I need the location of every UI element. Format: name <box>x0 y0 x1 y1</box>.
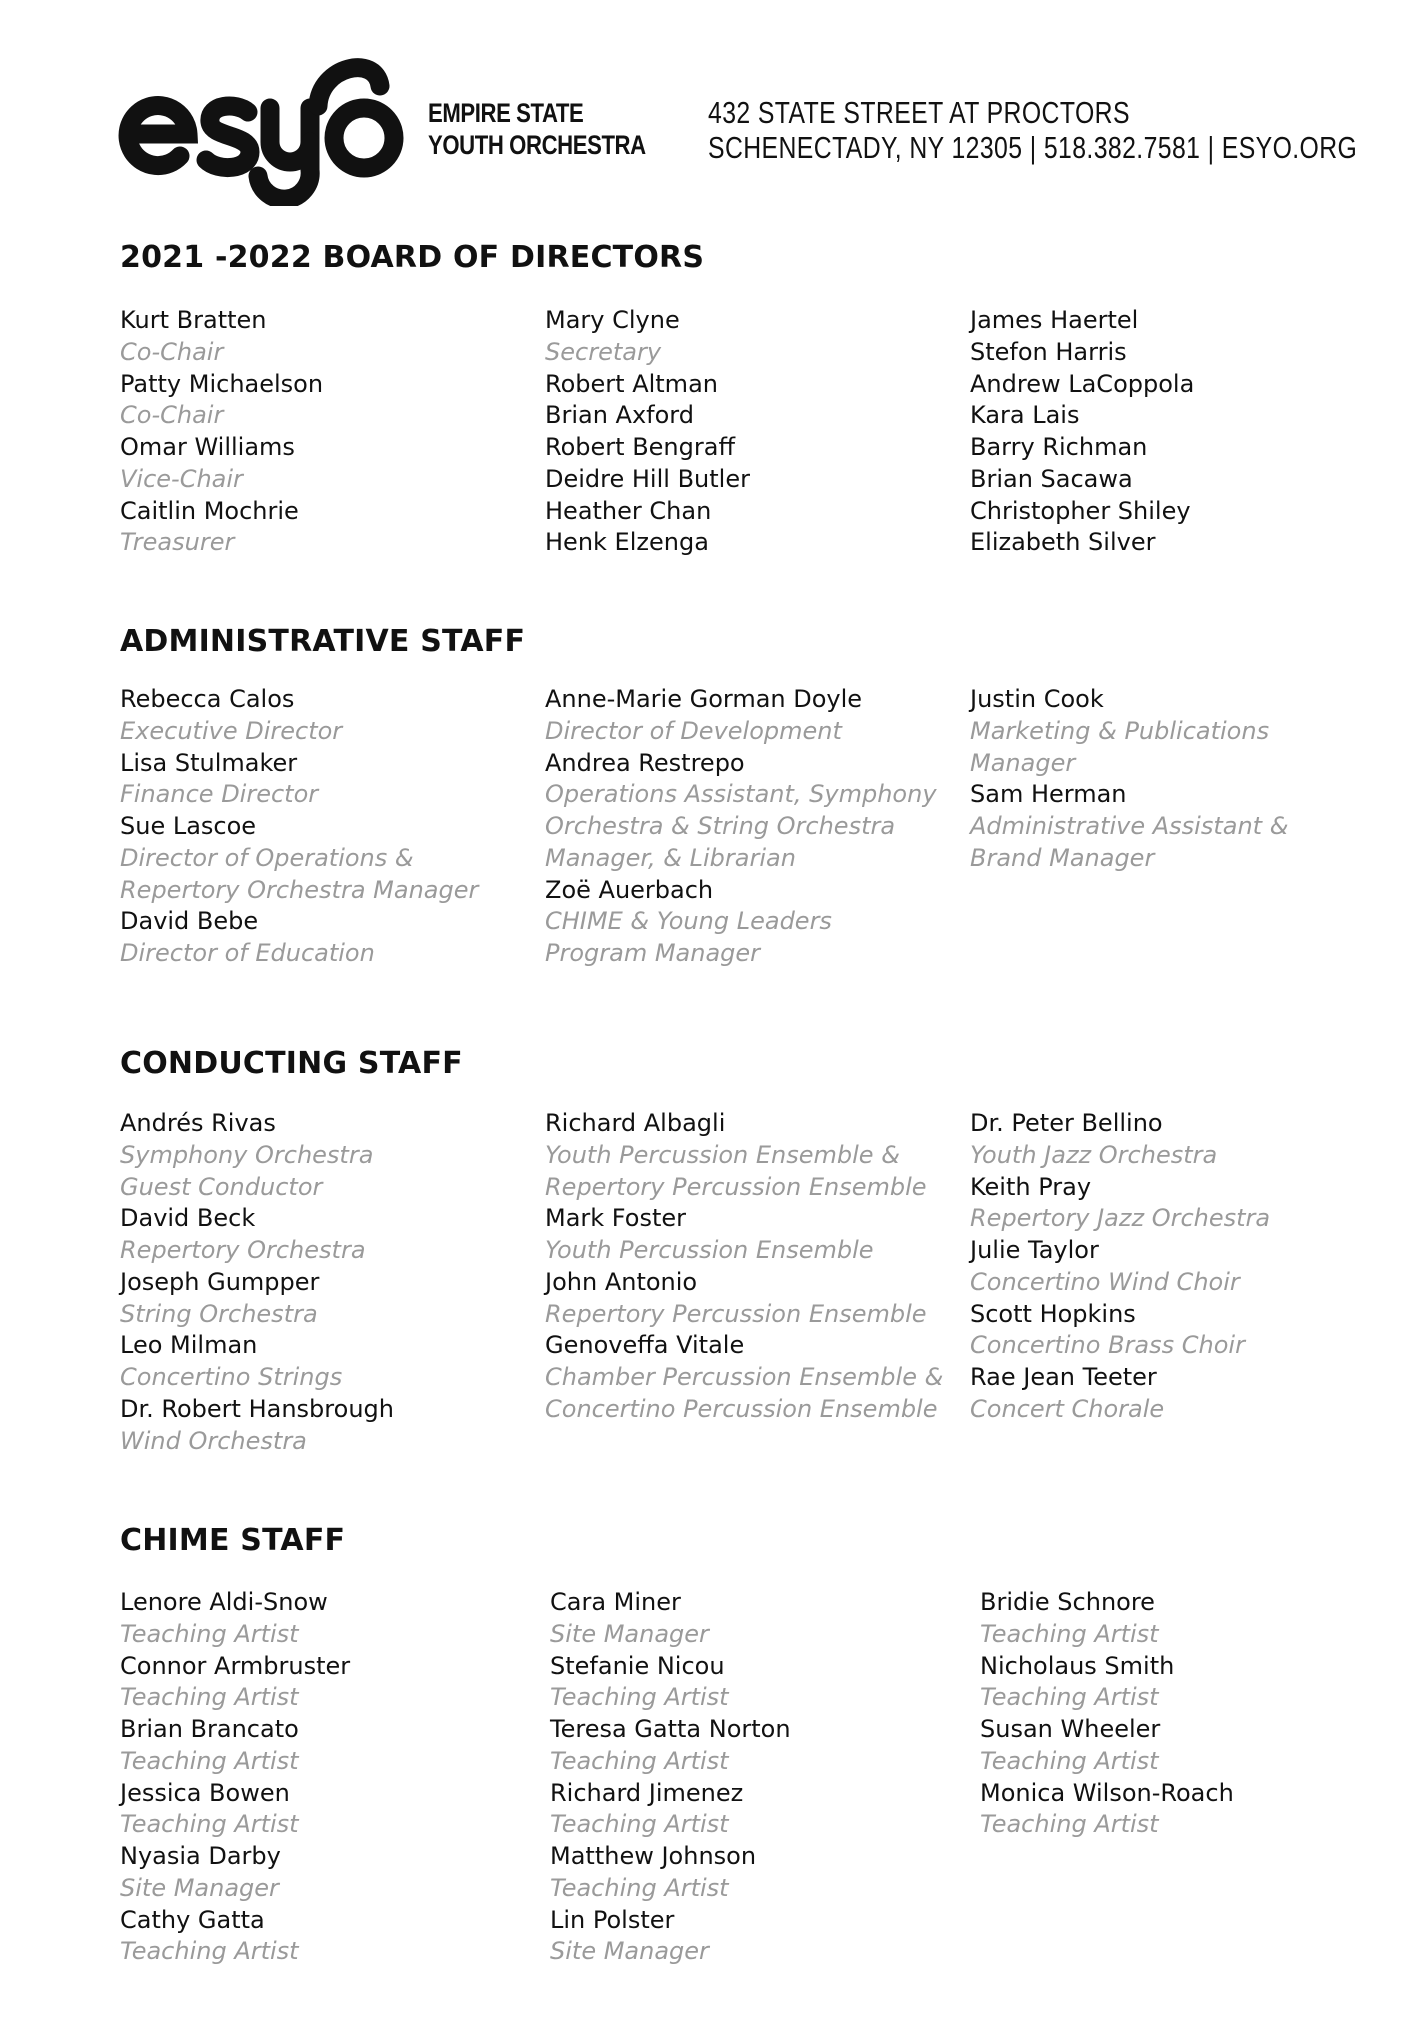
staff-name: Connor Armbruster <box>120 1651 351 1680</box>
staff-entry <box>120 1108 540 1203</box>
staff-entry <box>120 684 540 748</box>
staff-name: Cathy Gatta <box>120 1905 265 1934</box>
staff-name: Teresa Gatta Norton <box>550 1715 791 1743</box>
staff-role: Chamber Percussion Ensemble & <box>545 1363 944 1391</box>
chime-column-3 <box>980 1587 1400 1841</box>
staff-role: CHIME & Young Leaders <box>545 907 832 936</box>
staff-entry <box>120 1267 540 1331</box>
staff-entry <box>120 748 540 812</box>
staff-role: Finance Director <box>120 780 319 809</box>
esyo-logo <box>118 46 418 206</box>
staff-entry <box>545 748 965 875</box>
staff-name: Nicholaus Smith <box>980 1651 1175 1680</box>
staff-name: Mary Clyne <box>545 306 680 334</box>
staff-name: Jessica Bowen <box>120 1778 290 1807</box>
staff-name: John Antonio <box>545 1267 698 1296</box>
staff-role: Teaching Artist <box>980 1619 1159 1648</box>
staff-name: Dr. Peter Bellino <box>970 1109 1163 1137</box>
staff-name: Patty Michaelson <box>120 369 324 398</box>
staff-name: Stefanie Nicou <box>550 1651 725 1680</box>
staff-role: Site Manager <box>550 1937 709 1966</box>
staff-role: Repertory Orchestra <box>120 1236 366 1264</box>
staff-name: Richard Jimenez <box>550 1778 744 1807</box>
staff-name: Lisa Stulmaker <box>120 748 298 777</box>
staff-name: Cara Miner <box>550 1588 681 1616</box>
staff-entry <box>980 1587 1400 1651</box>
staff-name: Caitlin Mochrie <box>120 496 299 525</box>
staff-role: Teaching Artist <box>120 1619 299 1648</box>
staff-role: Repertory Percussion Ensemble <box>545 1172 927 1201</box>
staff-name: Bridie Schnore <box>980 1588 1155 1616</box>
staff-entry <box>120 1651 540 1715</box>
staff-role: Secretary <box>545 337 662 366</box>
staff-name: Scott Hopkins <box>970 1299 1136 1328</box>
staff-role: Teaching Artist <box>120 1746 299 1775</box>
admin-column-2 <box>545 684 965 970</box>
staff-name: Sam Herman <box>970 780 1127 809</box>
staff-entry <box>120 1394 540 1458</box>
staff-entry <box>970 432 1390 464</box>
staff-name: Brian Brancato <box>120 1715 299 1743</box>
staff-role: Orchestra & String Orchestra <box>545 812 896 840</box>
staff-entry <box>970 527 1390 559</box>
staff-role: Teaching Artist <box>550 1810 729 1839</box>
staff-entry <box>545 684 965 748</box>
staff-role: Vice-Chair <box>120 464 243 493</box>
staff-name: Sue Lascoe <box>120 812 257 840</box>
staff-entry <box>970 464 1390 496</box>
staff-entry <box>545 1108 965 1203</box>
staff-role: Teaching Artist <box>550 1873 729 1902</box>
admin-column-3 <box>970 684 1390 875</box>
section-title-administrative: ADMINISTRATIVE STAFF <box>120 624 526 659</box>
chime-column-1 <box>120 1587 540 1968</box>
board-column-3 <box>970 305 1390 559</box>
staff-role: Teaching Artist <box>120 1937 299 1966</box>
staff-role: Youth Percussion Ensemble <box>545 1236 874 1264</box>
conducting-column-2 <box>545 1108 965 1426</box>
staff-entry <box>970 1172 1390 1236</box>
staff-name: Anne-Marie Gorman Doyle <box>545 685 863 713</box>
staff-entry <box>545 369 965 401</box>
staff-entry <box>980 1651 1400 1715</box>
staff-role: Symphony Orchestra <box>120 1140 374 1169</box>
staff-entry <box>970 305 1390 337</box>
staff-entry <box>120 811 540 906</box>
staff-role: Concertino Wind Choir <box>970 1267 1240 1296</box>
staff-entry <box>120 1330 540 1394</box>
conducting-column-1 <box>120 1108 540 1457</box>
chime-column-2 <box>550 1587 970 1968</box>
staff-entry <box>550 1905 970 1969</box>
staff-entry <box>120 1714 540 1778</box>
staff-role: Marketing & Publications <box>970 716 1270 745</box>
staff-role: Brand Manager <box>970 843 1155 872</box>
staff-role: Director of Development <box>545 716 842 745</box>
staff-name: Susan Wheeler <box>980 1715 1161 1743</box>
staff-entry <box>970 1108 1390 1172</box>
staff-name: Julie Taylor <box>970 1236 1099 1264</box>
staff-entry <box>545 464 965 496</box>
staff-name: Kara Lais <box>970 401 1080 430</box>
staff-role: Director of Operations & <box>120 843 414 872</box>
staff-entry <box>550 1841 970 1905</box>
staff-entry <box>120 432 540 496</box>
staff-entry <box>120 906 540 970</box>
staff-entry <box>970 684 1390 779</box>
staff-entry <box>545 1267 965 1331</box>
staff-name: Brian Axford <box>545 401 694 430</box>
staff-name: Lenore Aldi-Snow <box>120 1588 328 1616</box>
staff-entry <box>550 1714 970 1778</box>
staff-name: Robert Altman <box>545 369 718 398</box>
staff-entry <box>120 305 540 369</box>
staff-name: Mark Foster <box>545 1204 686 1233</box>
address-line1: 432 STATE STREET AT PROCTORS <box>708 95 1130 130</box>
staff-entry <box>970 337 1390 369</box>
staff-name: David Bebe <box>120 907 259 936</box>
staff-entry <box>120 1587 540 1651</box>
staff-name: Nyasia Darby <box>120 1842 281 1870</box>
staff-entry <box>120 369 540 433</box>
staff-entry <box>970 1235 1390 1299</box>
staff-name: Barry Richman <box>970 433 1148 461</box>
staff-entry <box>970 779 1390 874</box>
staff-name: James Haertel <box>970 306 1139 334</box>
staff-role: Repertory Percussion Ensemble <box>545 1299 927 1328</box>
staff-role: Co-Chair <box>120 337 224 366</box>
board-column-2 <box>545 305 965 559</box>
staff-name: Stefon Harris <box>970 337 1127 366</box>
staff-role: Site Manager <box>550 1619 709 1648</box>
staff-entry <box>970 369 1390 401</box>
staff-entry <box>545 496 965 528</box>
staff-name: Andrés Rivas <box>120 1109 276 1137</box>
conducting-column-3 <box>970 1108 1390 1426</box>
staff-name: Justin Cook <box>970 685 1104 713</box>
staff-name: Omar Williams <box>120 433 295 461</box>
org-name-line2: YOUTH ORCHESTRA <box>428 130 646 160</box>
staff-name: David Beck <box>120 1204 256 1233</box>
staff-role: Teaching Artist <box>980 1810 1159 1839</box>
staff-role: Youth Jazz Orchestra <box>970 1140 1218 1169</box>
staff-name: Elizabeth Silver <box>970 528 1156 557</box>
staff-name: Rae Jean Teeter <box>970 1363 1157 1391</box>
admin-column-1 <box>120 684 540 970</box>
staff-name: Monica Wilson-Roach <box>980 1778 1234 1807</box>
org-name <box>428 97 646 161</box>
staff-entry <box>545 527 965 559</box>
staff-name: Christopher Shiley <box>970 496 1191 525</box>
staff-role: Concertino Brass Choir <box>970 1331 1245 1360</box>
section-title-conducting: CONDUCTING STAFF <box>120 1046 463 1081</box>
staff-name: Heather Chan <box>545 496 712 525</box>
staff-name: Henk Elzenga <box>545 528 709 557</box>
staff-role: Repertory Jazz Orchestra <box>970 1204 1271 1233</box>
staff-name: Rebecca Calos <box>120 685 295 713</box>
logo-text: esyo <box>118 46 121 47</box>
address-line2: SCHENECTADY, NY 12305 | 518.382.7581 | ESYO.ORG <box>708 130 1358 165</box>
staff-role: Site Manager <box>120 1873 279 1902</box>
staff-role: Teaching Artist <box>980 1683 1159 1712</box>
staff-name: Joseph Gumpper <box>120 1267 320 1296</box>
staff-entry <box>545 1330 965 1425</box>
staff-role: Operations Assistant, Symphony <box>545 780 937 809</box>
staff-role: Concertino Percussion Ensemble <box>545 1394 938 1423</box>
staff-role: Teaching Artist <box>550 1683 729 1712</box>
staff-role: Teaching Artist <box>980 1746 1159 1775</box>
section-title-chime: CHIME STAFF <box>120 1523 346 1558</box>
staff-name: Zoë Auerbach <box>545 875 714 904</box>
staff-entry <box>980 1778 1400 1842</box>
staff-entry <box>980 1714 1400 1778</box>
staff-entry <box>545 432 965 464</box>
staff-role: String Orchestra <box>120 1299 318 1328</box>
staff-name: Matthew Johnson <box>550 1842 757 1870</box>
staff-role: Program Manager <box>545 939 761 967</box>
staff-entry <box>970 1299 1390 1363</box>
staff-name: Brian Sacawa <box>970 464 1133 493</box>
staff-role: Treasurer <box>120 528 235 557</box>
staff-name: Andrea Restrepo <box>545 748 745 777</box>
org-address <box>708 95 1357 165</box>
staff-entry <box>120 1203 540 1267</box>
staff-entry <box>545 305 965 369</box>
staff-role: Administrative Assistant & <box>970 812 1289 840</box>
staff-entry <box>550 1587 970 1651</box>
staff-role: Manager <box>970 748 1076 777</box>
staff-entry <box>120 1905 540 1969</box>
staff-entry <box>970 496 1390 528</box>
section-title-board: 2021 -2022 BOARD OF DIRECTORS <box>120 240 705 275</box>
staff-role: Teaching Artist <box>550 1746 729 1775</box>
staff-entry <box>545 400 965 432</box>
staff-entry <box>545 875 965 970</box>
esyo-logo-graphic <box>118 46 418 206</box>
staff-role: Co-Chair <box>120 401 224 430</box>
staff-entry <box>550 1651 970 1715</box>
staff-role: Guest Conductor <box>120 1172 323 1201</box>
org-name-line1: EMPIRE STATE <box>428 98 584 128</box>
staff-role: Youth Percussion Ensemble & <box>545 1140 900 1169</box>
staff-name: Kurt Bratten <box>120 306 267 334</box>
board-column-1 <box>120 305 540 559</box>
staff-entry <box>120 496 540 560</box>
staff-entry <box>550 1778 970 1842</box>
staff-role: Manager, & Librarian <box>545 843 796 872</box>
staff-name: Keith Pray <box>970 1172 1092 1201</box>
staff-name: Robert Bengraff <box>545 433 735 461</box>
staff-name: Deidre Hill Butler <box>545 464 750 493</box>
staff-name: Andrew LaCoppola <box>970 369 1195 398</box>
staff-name: Lin Polster <box>550 1905 675 1934</box>
staff-role: Teaching Artist <box>120 1683 299 1712</box>
staff-role: Concert Chorale <box>970 1394 1165 1423</box>
staff-name: Genoveffa Vitale <box>545 1331 745 1360</box>
staff-role: Repertory Orchestra Manager <box>120 875 479 904</box>
staff-name: Richard Albagli <box>545 1109 726 1137</box>
staff-entry <box>120 1778 540 1842</box>
staff-name: Dr. Robert Hansbrough <box>120 1394 394 1423</box>
staff-role: Director of Education <box>120 939 375 967</box>
staff-entry <box>545 1203 965 1267</box>
staff-name: Leo Milman <box>120 1331 258 1360</box>
staff-entry <box>970 1362 1390 1426</box>
staff-role: Executive Director <box>120 716 343 745</box>
staff-role: Wind Orchestra <box>120 1426 307 1455</box>
staff-role: Concertino Strings <box>120 1363 343 1391</box>
staff-role: Teaching Artist <box>120 1810 299 1839</box>
staff-entry <box>120 1841 540 1905</box>
staff-entry <box>970 400 1390 432</box>
